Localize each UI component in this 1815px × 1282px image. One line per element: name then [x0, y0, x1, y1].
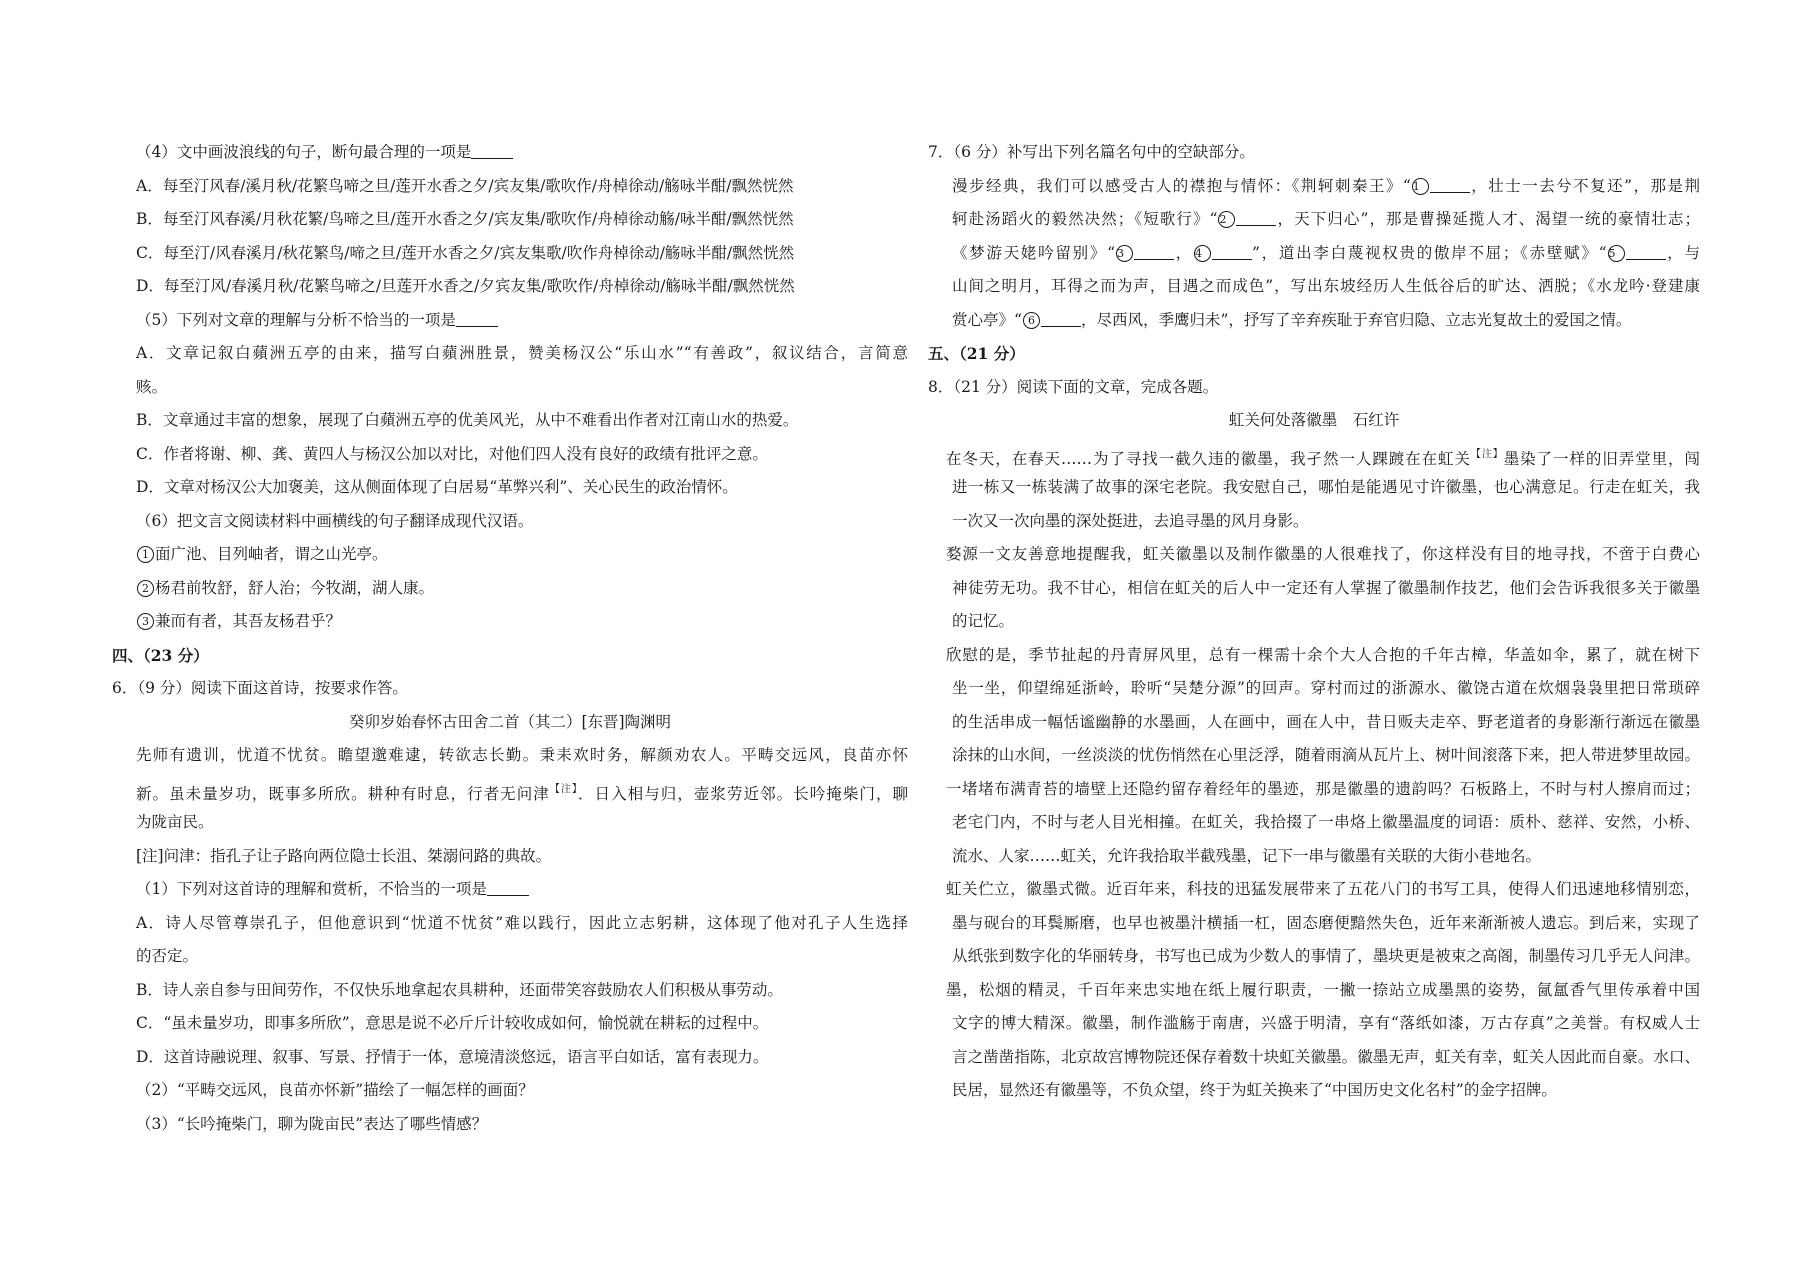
circled-number: 2: [137, 580, 154, 597]
article-line: 民居，显然还有徽墨等，不负众望，终于为虹关换来了“中国历史文化名村”的金字招牌。: [952, 1081, 1557, 1099]
option-c: C．“虽未量岁功，即事多所欣”，意思是说不必斤斤计较收成如何，愉悦就在耕耘的过程中。: [136, 1014, 769, 1032]
right-column: [928, 136, 1700, 1108]
article-line: 涂抹的山水间，一丝淡淡的忧伤悄然在心里泛浮，随着雨滴从瓦片上、树叶间滚落下来，把人带进梦里故园。: [952, 746, 1700, 764]
article-line: 虹关伫立，徽墨式微。近百年来，科技的迅猛发展带来了五花八门的书写工具，使得人们迅速地移情别恋，: [946, 880, 1700, 898]
translation-item-2: 2 杨君前牧舒，舒人治；今牧湖，湖人康。: [112, 572, 908, 606]
option-a: A．文章记叙白蘋洲五亭的由来，描写白蘋洲胜景，赞美杨汉公“乐山水”“有善政”，叙议结合，言简意: [136, 344, 908, 362]
note-marker: 【注】: [1470, 448, 1504, 460]
note-marker: 【注】: [549, 783, 578, 795]
circled-number: 6: [1023, 312, 1040, 329]
circled-number: 3: [1116, 245, 1133, 262]
circled-number: 5: [1608, 245, 1625, 262]
option-c: C．作者将谢、柳、龚、黄四人与杨汉公加以对比，对他们四人没有良好的政绩有批评之意。: [136, 444, 768, 463]
article-title: 虹关何处落徽墨 石红许: [1228, 411, 1400, 429]
fill-line: 山间之明月，耳得之而为声，目遇之而成色”，写出东坡经历人生低谷后的旷达、洒脱；《水龙吟·登建康: [952, 277, 1700, 295]
option-b: B．诗人亲自参与田间劳作，不仅快乐地拿起农具耕种，还面带笑容鼓励农人们积极从事劳动。: [136, 980, 783, 999]
question-6-3: （3）“长吟掩柴门，聊为陇亩民”表达了哪些情感？: [136, 1114, 488, 1133]
answer-blank: [1626, 241, 1666, 260]
article-line: 从纸张到数字化的华丽转身，书写也已成为少数人的事情了，墨块更是被束之高阁，制墨传习几乎无人问津。: [952, 947, 1700, 965]
option-b: B．每至汀风春溪/月秋花繁/鸟啼之旦/莲开水香之夕/宾友集/歌吹作/舟棹徐动觞/咏半酣/飘然恍然: [136, 210, 794, 228]
article-line: 文字的博大精深。徽墨，制作滥觞于南唐，兴盛于明清，享有“落纸如漆，万古存真”之美誉。有权威人士: [952, 1014, 1700, 1032]
article-line: 的记忆。: [952, 612, 1015, 630]
question-6-2: （2）“平畴交远风，良苗亦怀新”描绘了一幅怎样的画面？: [136, 1081, 534, 1099]
article-line: 老宅门内，不时与老人目光相撞。在虹关，我拾掇了一串烙上徽墨温度的词语：质朴、慈祥、安然，小桥、: [952, 813, 1700, 831]
fill-line: 漫步经典，我们可以感受古人的襟抱与情怀：《荆轲刺秦王》“ 1 ，壮士一去兮不复还”，那是荆: [928, 170, 1700, 204]
section-heading: 四、（23 分）: [112, 645, 209, 665]
left-column: [112, 136, 908, 1141]
article-line: 欣慰的是，季节扯起的丹青屏风里，总有一棵需十余个大人合抱的千年古樟，华盖如伞，累了，就在树下: [946, 645, 1700, 664]
article-line: 流水、人家……虹关，允许我拾取半截残墨，记下一串与徽墨有关联的大街小巷地名。: [952, 846, 1542, 865]
article-line: 进一栋又一栋装满了故事的深宅老院。我安慰自己，哪怕是能遇见寸许徽墨，也心满意足。行走在虹关，我: [952, 478, 1700, 496]
circled-number: 2: [1218, 211, 1235, 228]
fill-line: 轲赴汤蹈火的毅然决然；《短歌行》“ 2 ，天下归心”，那是曹操延揽人才、渴望一统的豪情壮志；: [928, 203, 1700, 237]
answer-blank: [456, 308, 498, 327]
answer-blank: [1236, 207, 1276, 226]
question-5-5-stem: （5）下列对文章的理解与分析不恰当的一项是: [112, 304, 908, 338]
article-line: 的生活串成一幅恬谧幽静的水墨画，人在画中，画在人中，昔日贩夫走卒、野老道者的身影渐行渐远在徽墨: [952, 712, 1700, 731]
fill-line: 《梦游天姥吟留别》“ 3 ， 4 ”，道出李白蔑视权贵的傲岸不屈；《赤壁赋》“ 5 ，与: [928, 237, 1700, 271]
question-6-1-stem: （1）下列对这首诗的理解和赏析，不恰当的一项是: [112, 873, 908, 907]
question-6-stem: 6．（9 分）阅读下面这首诗，按要求作答。: [112, 679, 408, 697]
circled-number: 1: [1412, 178, 1429, 195]
circled-number: 4: [1194, 245, 1211, 262]
option-a-cont: 赅。: [136, 377, 168, 396]
poem-line: 先师有遗训，忧道不忧贫。瞻望邈难逮，转欲志长勤。秉耒欢时务，解颜劝农人。平畴交远风，良苗亦怀: [136, 746, 908, 764]
poem-line: 为陇亩民。: [136, 813, 214, 831]
circled-number: 1: [137, 546, 154, 563]
article-line: 一堵堵布满青苔的墙壁上还隐约留存着经年的墨迹，那是徽墨的遗韵吗？石板路上，不时与村人擦肩而过；: [946, 779, 1700, 798]
answer-blank: [471, 140, 513, 159]
option-d: D．文章对杨汉公大加褒美，这从侧面体现了白居易“革弊兴利”、关心民生的政治情怀。: [136, 478, 738, 496]
translation-item-3: 3 兼而有者，其吾友杨君乎？: [112, 605, 908, 639]
option-a: A．诗人尽管尊崇孔子，但他意识到“忧道不忧贫”难以践行，因此立志躬耕，这体现了他对孔子人生选择: [136, 913, 908, 932]
question-5-4-stem: （4）文中画波浪线的句子，断句最合理的一项是: [112, 136, 908, 170]
option-c: C．每至汀/风春溪月/秋花繁鸟/啼之旦/莲开水香之夕/宾友集歌/吹作舟棹徐动/觞咏半酣/飘然恍然: [136, 243, 795, 262]
article-line: 墨与砚台的耳鬓厮磨，也早也被墨汁横插一杠，固态磨便黯然失色，近年来渐渐被人遗忘。到后来，实现了: [952, 913, 1700, 932]
option-d: D．这首诗融说理、叙事、写景、抒情于一体，意境清淡悠远，语言平白如话，富有表现力。: [136, 1047, 769, 1066]
question-7-stem: 7．（6 分）补写出下列名篇名句中的空缺部分。: [928, 143, 1255, 161]
translation-item-1: 1 面广池、目列岫者，谓之山光亭。: [112, 538, 908, 572]
answer-blank: [487, 877, 529, 896]
question-8-stem: 8．（21 分）阅读下面的文章，完成各题。: [928, 377, 1219, 396]
answer-blank: [1430, 174, 1470, 193]
answer-blank: [1134, 241, 1174, 260]
poem-line: 新。虽未量岁功，既事多所欣。耕种有时息，行者无问津$^{【注】}$．日入相与归，壶浆劳近邻。长吟掩柴门，聊: [136, 783, 908, 803]
fill-line: 赏心亭》“ 6 ，尽西风，季鹰归未”，抒写了辛弃疾耻于弃官归隐、立志光复故土的爱国之情。: [928, 304, 1700, 338]
poem-note: [注]问津：指孔子让子路向两位隐士长沮、桀溺问路的典故。: [136, 846, 552, 865]
section-heading: 五、（21 分）: [928, 344, 1025, 363]
article-line: 婺源一文友善意地提醒我，虹关徽墨以及制作徽墨的人很难找了，你这样没有目的地寻找，不啻于白费心: [946, 545, 1700, 563]
article-line: 墨，松烟的精灵，千百年来忠实地在纸上履行职责，一撇一捺站立成墨黑的姿势，氤氲香气里传承着中国: [946, 980, 1700, 999]
option-b: B．文章通过丰富的想象，展现了白蘋洲五亭的优美风光，从中不难看出作者对江南山水的热爱。: [136, 411, 799, 429]
article-line: 一次又一次向墨的深处挺进，去追寻墨的风月身影。: [952, 511, 1309, 530]
option-a-cont: 的否定。: [136, 947, 199, 965]
option-d: D．每至汀风/春溪月秋/花繁鸟啼之/旦莲开水香之/夕宾友集/歌吹作/舟棹徐动/觞咏半酣/飘然恍然: [136, 277, 795, 295]
option-a: A．每至汀风春/溪月秋/花繁鸟啼之旦/莲开水香之夕/宾友集/歌吹作/舟棹徐动/觞咏半酣/飘然恍然: [136, 176, 794, 195]
article-line: 神徒劳无功。我不甘心，相信在虹关的后人中一定还有人掌握了徽墨制作技艺，他们会告诉我很多关于徽墨: [952, 578, 1700, 597]
article-line: 在冬天，在春天……为了寻找一截久违的徽墨，我孑然一人踝踱在在虹关$^{【注】}$墨染了一样的旧弄堂里，闯: [946, 448, 1700, 468]
answer-blank: [1212, 241, 1252, 260]
article-line: 言之凿凿指陈，北京故宫博物院还保存着数十块虹关徽墨。徽墨无声，虹关有幸，虹关人因此而自豪。水口、: [952, 1047, 1700, 1066]
article-line: 坐一坐，仰望绵延浙岭，聆听“吴楚分源”的回声。穿村而过的浙源水、徽饶古道在炊烟袅袅里把日常琐碎: [952, 679, 1700, 697]
poem-title: 癸卯岁始春怀古田舍二首（其二）[东晋]陶渊明: [348, 712, 672, 731]
circled-number: 3: [137, 613, 154, 630]
question-5-6-stem: （6）把文言文阅读材料中画横线的句子翻译成现代汉语。: [136, 511, 534, 530]
answer-blank: [1041, 308, 1081, 327]
